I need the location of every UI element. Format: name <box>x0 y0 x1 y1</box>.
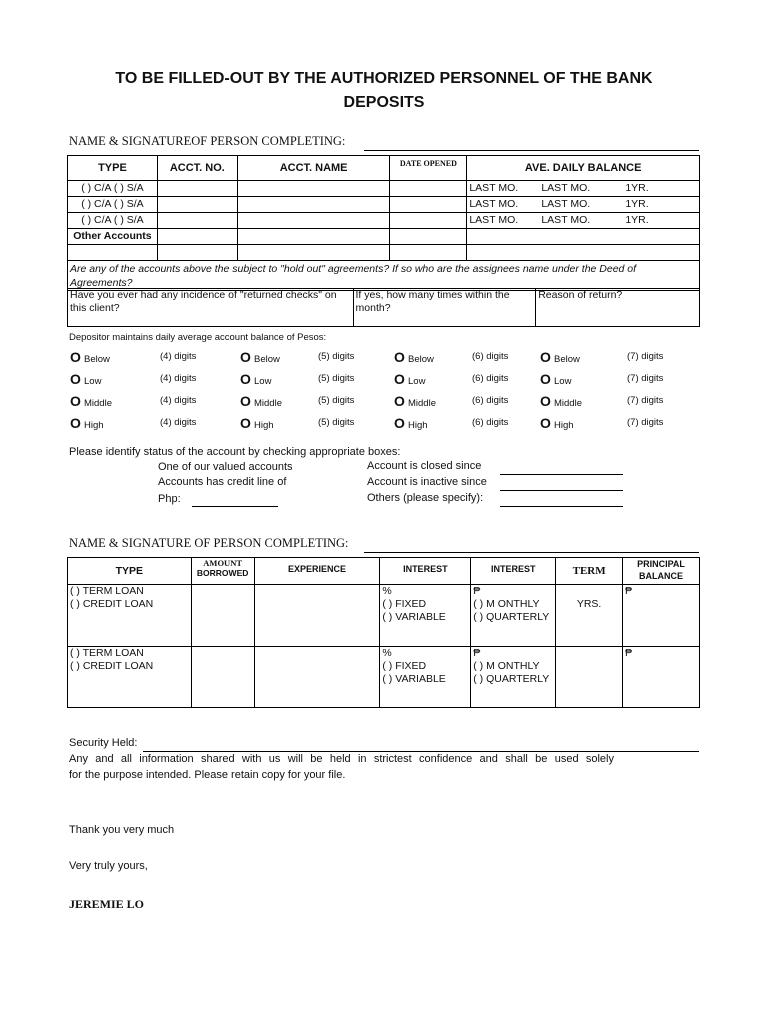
balance-level-label: High <box>554 420 574 431</box>
header-ave-balance: AVE. DAILY BALANCE <box>467 156 700 181</box>
thank-you-text: Thank you very much <box>69 824 175 836</box>
balance-cell[interactable] <box>467 197 700 213</box>
balance-level-label: Below <box>254 354 280 365</box>
returned-checks-table <box>67 288 700 327</box>
experience-cell[interactable] <box>254 585 380 647</box>
credit-loan-option[interactable]: ( ) CREDIT LOAN <box>70 598 154 610</box>
percent-sign: % <box>382 647 392 659</box>
header-date-opened: DATE OPENED <box>390 156 467 181</box>
balance-radio-icon[interactable]: O <box>240 349 251 365</box>
account-type-cell[interactable]: ( ) C/A ( ) S/A <box>68 197 158 213</box>
last-mo-label: LAST MO. <box>469 214 519 226</box>
digits-label: (5) digits <box>318 373 355 384</box>
monthly-option[interactable]: ( ) M ONTHLY <box>473 660 540 672</box>
account-type-cell[interactable]: ( ) C/A ( ) S/A <box>68 181 158 197</box>
balance-level-label: Middle <box>254 398 282 409</box>
balance-level-label: Below <box>554 354 580 365</box>
acct-name-cell[interactable] <box>237 245 390 261</box>
fixed-option[interactable]: ( ) FIXED <box>382 598 427 610</box>
principal-balance-cell[interactable]: ₱ <box>623 647 700 708</box>
status-closed-since[interactable]: Account is closed since <box>367 460 482 472</box>
balance-radio-icon[interactable]: O <box>70 349 81 365</box>
table-row <box>68 213 700 229</box>
status-instruction: Please identify status of the account by checking appropriate boxes: <box>69 446 401 458</box>
form-title: TO BE FILLED-OUT BY THE AUTHORIZED PERSONNEL OF THE BANK <box>115 70 653 87</box>
balance-level-label: Middle <box>408 398 436 409</box>
acct-name-cell[interactable] <box>237 197 390 213</box>
name-signature-label: NAME & SIGNATUREOF PERSON COMPLETING: <box>69 134 346 148</box>
monthly-option[interactable]: ( ) M ONTHLY <box>473 598 540 610</box>
last-mo-label: LAST MO. <box>541 182 591 194</box>
balance-level-label: Middle <box>554 398 582 409</box>
digits-label: (5) digits <box>318 417 355 428</box>
variable-option[interactable]: ( ) VARIABLE <box>382 673 446 685</box>
table-row <box>68 585 700 647</box>
others-specify-line[interactable] <box>500 506 623 507</box>
yr-label: 1YR. <box>625 198 649 210</box>
interest-rate-cell[interactable] <box>380 647 471 708</box>
balance-radio-icon[interactable]: O <box>540 415 551 431</box>
term-loan-option[interactable]: ( ) TERM LOAN <box>70 585 144 597</box>
balance-radio-icon[interactable]: O <box>394 393 405 409</box>
status-credit-line[interactable]: Accounts has credit line of <box>158 476 287 488</box>
quarterly-option[interactable]: ( ) QUARTERLY <box>473 611 550 623</box>
table-row <box>68 197 700 213</box>
credit-loan-option[interactable]: ( ) CREDIT LOAN <box>70 660 154 672</box>
digits-label: (7) digits <box>627 395 664 406</box>
digits-label: (6) digits <box>472 373 509 384</box>
digits-label: (7) digits <box>627 351 664 362</box>
table-row <box>68 229 700 245</box>
yr-label: 1YR. <box>625 182 649 194</box>
acct-no-cell[interactable] <box>157 197 237 213</box>
table-row <box>68 647 700 708</box>
peso-sign: ₱ <box>473 585 481 597</box>
interest-frequency-cell[interactable] <box>471 585 556 647</box>
closing-text: Very truly yours, <box>69 860 148 872</box>
times-within-month-question[interactable]: If yes, how many times within the month? <box>353 289 536 327</box>
reason-of-return-field[interactable]: Reason of return? <box>536 289 700 327</box>
acct-no-cell[interactable] <box>157 245 237 261</box>
balance-radio-icon[interactable]: O <box>394 371 405 387</box>
date-opened-cell[interactable] <box>390 229 467 245</box>
date-opened-cell[interactable] <box>390 181 467 197</box>
name-signature-line[interactable] <box>364 150 699 151</box>
balance-cell[interactable] <box>467 181 700 197</box>
digits-label: (4) digits <box>160 417 197 428</box>
header-type: TYPE <box>68 156 158 181</box>
balance-level-label: High <box>408 420 428 431</box>
account-type-cell[interactable]: ( ) C/A ( ) S/A <box>68 213 158 229</box>
borrowed-label: BORROWED <box>196 568 249 578</box>
yr-label: 1YR. <box>625 214 649 226</box>
balance-radio-icon[interactable]: O <box>240 371 251 387</box>
balance-cell[interactable] <box>467 213 700 229</box>
digits-label: (6) digits <box>472 351 509 362</box>
acct-no-cell[interactable] <box>157 181 237 197</box>
digits-label: (4) digits <box>160 373 197 384</box>
loans-name-signature-line[interactable] <box>364 552 699 553</box>
balance-level-label: Low <box>254 376 272 387</box>
principal-label: PRINCIPAL <box>637 559 685 569</box>
term-cell[interactable] <box>556 647 623 708</box>
loan-type-cell[interactable] <box>68 585 192 647</box>
balance-radio-icon[interactable]: O <box>540 349 551 365</box>
amount-label: AMOUNT <box>203 558 243 568</box>
variable-option[interactable]: ( ) VARIABLE <box>382 611 446 623</box>
experience-cell[interactable] <box>254 647 380 708</box>
balance-section-label: Depositor maintains daily average account balance of Pesos: <box>69 332 327 343</box>
digits-label: (6) digits <box>472 417 509 428</box>
balance-radio-icon[interactable]: O <box>540 371 551 387</box>
deposits-table <box>67 155 700 291</box>
peso-sign: ₱ <box>473 647 481 659</box>
balance-radio-icon[interactable]: O <box>394 349 405 365</box>
balance-level-label: Low <box>554 376 572 387</box>
term-loan-option[interactable]: ( ) TERM LOAN <box>70 647 144 659</box>
balance-radio-icon[interactable]: O <box>540 393 551 409</box>
header-acct-name: ACCT. NAME <box>237 156 390 181</box>
balance-level-label: Low <box>408 376 426 387</box>
loan-header-term: TERM <box>556 558 623 585</box>
digits-label: (6) digits <box>472 395 509 406</box>
balance-level-label: Below <box>84 354 110 365</box>
acct-no-cell[interactable] <box>157 213 237 229</box>
digits-label: (7) digits <box>627 373 664 384</box>
acct-name-cell[interactable] <box>237 229 390 245</box>
table-row <box>68 245 700 261</box>
balance-radio-icon[interactable]: O <box>240 415 251 431</box>
account-type-cell[interactable] <box>68 245 158 261</box>
section-title-deposits: DEPOSITS <box>343 94 425 111</box>
balance-radio-icon[interactable]: O <box>394 415 405 431</box>
amount-borrowed-cell[interactable] <box>191 647 254 708</box>
principal-balance-cell[interactable]: ₱ <box>623 585 700 647</box>
interest-frequency-cell[interactable] <box>471 647 556 708</box>
date-opened-cell[interactable] <box>390 213 467 229</box>
inactive-since-line[interactable] <box>500 490 623 491</box>
closed-since-line[interactable] <box>500 474 623 475</box>
quarterly-option[interactable]: ( ) QUARTERLY <box>473 673 550 685</box>
last-mo-label: LAST MO. <box>469 198 519 210</box>
balance-radio-icon[interactable]: O <box>240 393 251 409</box>
returned-checks-question[interactable]: Have you ever had any incidence of "returned checks" on this client? <box>68 289 354 327</box>
digits-label: (4) digits <box>160 351 197 362</box>
loan-header-interest-frequency: INTEREST <box>471 558 556 585</box>
yrs-label: YRS. <box>576 598 602 610</box>
loan-header-type: TYPE <box>68 558 192 585</box>
status-valued-account[interactable]: One of our valued accounts <box>158 461 293 473</box>
acct-name-cell[interactable] <box>237 213 390 229</box>
last-mo-label: LAST MO. <box>541 214 591 226</box>
loan-type-cell[interactable] <box>68 647 192 708</box>
hold-out-question[interactable]: Are any of the accounts above the subject to "hold out" agreements? If so who are the assignees name under the Deed of Agreements? <box>68 261 700 291</box>
digits-label: (7) digits <box>627 417 664 428</box>
digits-label: (4) digits <box>160 395 197 406</box>
balance-label: BALANCE <box>639 571 684 581</box>
confidentiality-text-2: for the purpose intended. Please retain copy for your file. <box>69 769 346 781</box>
date-opened-cell[interactable] <box>390 245 467 261</box>
php-label: Php: <box>158 493 181 505</box>
balance-level-label: Below <box>408 354 434 365</box>
balance-level-label: Low <box>84 376 102 387</box>
balance-radio-icon[interactable]: O <box>70 393 81 409</box>
balance-radio-icon[interactable]: O <box>70 371 81 387</box>
last-mo-label: LAST MO. <box>469 182 519 194</box>
balance-level-label: High <box>254 420 274 431</box>
balance-cell[interactable] <box>467 229 700 245</box>
other-accounts-label: Other Accounts <box>68 229 158 245</box>
date-opened-cell[interactable] <box>390 197 467 213</box>
balance-level-label: High <box>84 420 104 431</box>
balance-cell[interactable] <box>467 245 700 261</box>
percent-sign: % <box>382 585 392 597</box>
loan-header-principal-balance <box>623 558 700 585</box>
status-inactive-since[interactable]: Account is inactive since <box>367 476 487 488</box>
table-row <box>68 181 700 197</box>
header-acct-no: ACCT. NO. <box>157 156 237 181</box>
term-cell[interactable] <box>556 585 623 647</box>
last-mo-label: LAST MO. <box>541 198 591 210</box>
loans-table <box>67 557 700 708</box>
balance-radio-icon[interactable]: O <box>70 415 81 431</box>
fixed-option[interactable]: ( ) FIXED <box>382 660 427 672</box>
digits-label: (5) digits <box>318 351 355 362</box>
security-held-label: Security Held: <box>69 737 138 749</box>
signatory-name: JEREMIE LO <box>69 897 145 911</box>
digits-label: (5) digits <box>318 395 355 406</box>
confidentiality-text-1: Any and all information shared with us will be held in strictest confidence and shall be used solely <box>69 753 614 765</box>
security-held-line[interactable] <box>143 751 699 752</box>
acct-no-cell[interactable] <box>157 229 237 245</box>
balance-level-label: Middle <box>84 398 112 409</box>
php-amount-line[interactable] <box>192 506 278 507</box>
amount-borrowed-cell[interactable] <box>191 585 254 647</box>
loan-header-amount-borrowed <box>191 558 254 585</box>
loan-header-experience: EXPERIENCE <box>254 558 380 585</box>
acct-name-cell[interactable] <box>237 181 390 197</box>
status-others[interactable]: Others (please specify): <box>367 492 484 504</box>
loan-header-interest-rate: INTEREST <box>380 558 471 585</box>
interest-rate-cell[interactable] <box>380 585 471 647</box>
loans-name-signature-label: NAME & SIGNATURE OF PERSON COMPLETING: <box>69 536 349 550</box>
